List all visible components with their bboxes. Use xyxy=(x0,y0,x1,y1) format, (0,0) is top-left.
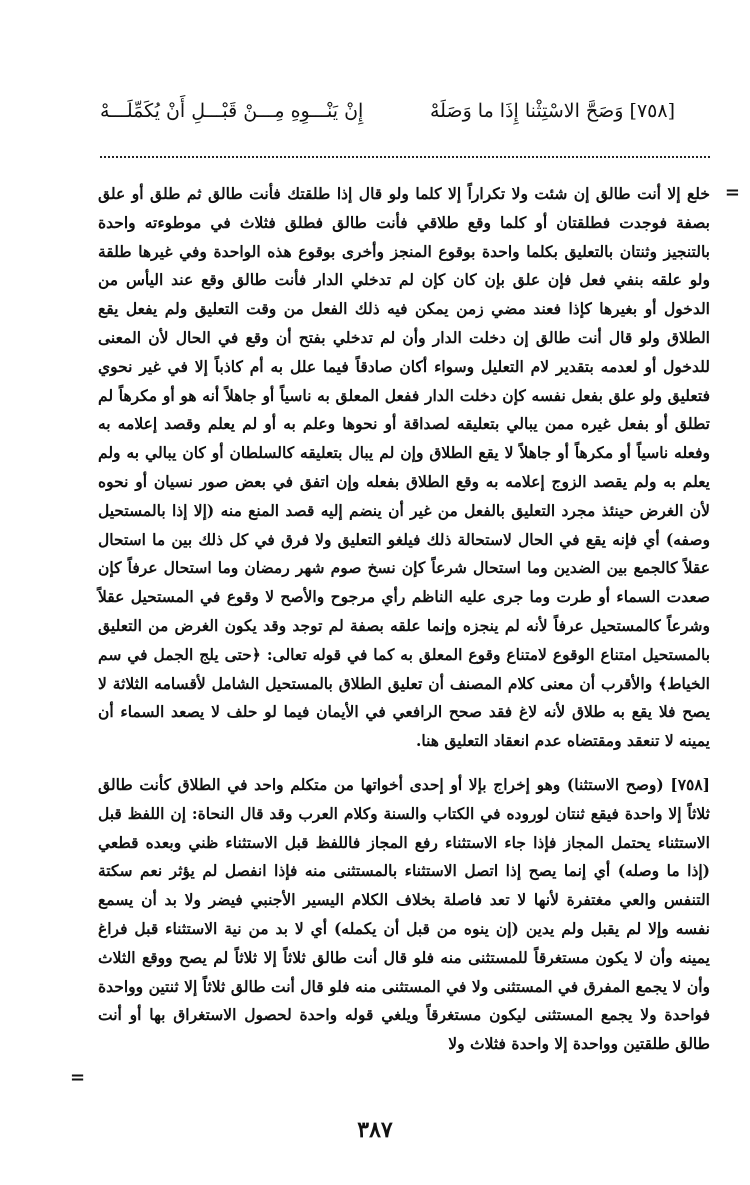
commentary-bottom-bold-2: (إذا ما وصله) xyxy=(617,861,710,881)
page-number: ٣٨٧ xyxy=(357,1117,393,1143)
verse-right-hemistich xyxy=(430,98,675,124)
commentary-bottom-text-2: أي إنما يصح إذا اتصل الاستثناء بالمستثنى منه فإذا انفصل لم يؤثر نعم سكتة التنفس والعي مغتفرة لأنها لا تعد فاصلة بخلاف الكلام اليسير الأجنبي فيضر ولا بد أن يسمع نفسه وإلا لم يقبل ولم يدين xyxy=(98,861,710,938)
commentary-top-text-1: خلع إلا أنت طالق إن شئت ولا تكراراً إلا كلما ولو قال إذا طلقتك فأنت طالق ثم طلق أو علق بصفة فوجدت فطلقتان أو كلما وقع طلاقي فأنت طالق فطلق فثلاث في موطوءته واحدة بالتنجيز وثنتان بالتعليق بكلما واحدة بوقوع المنجز وأخرى بوقوع هذه الواحدة وفي غيرها طلقة ولو علقه بنفي فعل فإن علق بإن كان كإن لم تدخلي الدار فأنت طالق وقع عند اليأس من الدخول أو بغيرها كإذا فعند مضي زمن يمكن فيه ذلك الفعل من وقت التعليق ولم يفعل يقع الطلاق ولو قال أنت طالق إن دخلت الدار وأن لم تدخلي بفتح أن وقع في الحال لأن المعنى للدخول أو لعدمه بتقدير لام التعليل وسواء أكان صادقاً فيما علل به أم كاذباً إلا في غير نحوي فتعليق ولو علق بفعل نفسه كإن دخلت الدار ففعل المعلق به ناسياً أو جاهلاً أنه هو أو مكرهاً لم تطلق أو بفعل غيره ممن يبالي بتعليقه لصداقة أو نحوها وعلم به أو لم يعلم وقصد إعلامه به وفعله ناسياً أو مكرهاً أو جاهلاً لا يقع الطلاق وإن لم يبال بتعليقه كالسلطان أو كان يبالي به ولم يعلم به ولم يقصد الزوج إعلامه به وقع الطلاق بفعله وإن اتفق في بعض صور نسيان أو نحوه لأن الغرض حينئذ مجرد التعليق بالفعل من غير أن ينضم إليه قصد المنع منه xyxy=(98,184,710,520)
commentary-top-quran: ﴿حتى يلج الجمل في سم الخياط﴾ xyxy=(98,644,710,693)
continuation-mark-bottom: = xyxy=(70,1067,86,1088)
commentary-paragraph-bottom xyxy=(98,771,710,1059)
continuation-mark-top: = xyxy=(724,182,740,203)
verse-number: [٧٥٨] xyxy=(629,100,675,122)
verse-right-text: وَصَحَّ الاسْتِثْنا إِذَا ما وَصَلَهْ xyxy=(429,100,624,122)
commentary-top-bold-1: (إلا إذا بالمستحيل وصفه) xyxy=(98,500,710,549)
commentary-bottom-text-3: أي لا بد من نية الاستثناء قبل فراغ يمينه وأن لا يكون مستغرقاً للمستثنى منه فلو قال أنت طالق ثلاثاً إلا ثلاثاً لم يصح ووقع الثلاث وأن لا يجمع المفرق في المستثنى ولا في المستثنى منه فلو قال أنت طالق ثلاثاً إلا ثنتين وواحدة فواحدة ولا يجمع المستثنى ليكون مستغرقاً ويلغي قوله واحدة لحصول الاستغراق بها أو أنت طالق طلقتين وواحدة إلا واحدة فثلاث ولا xyxy=(98,918,710,1054)
commentary-bottom-bold-3: (إن ينوه من قبل أن يكمله) xyxy=(333,918,519,938)
dotted-separator xyxy=(100,156,710,162)
commentary-bottom-number: [٧٥٨] xyxy=(670,775,711,794)
commentary-paragraph-top xyxy=(98,180,710,756)
commentary-top-text-3: والأقرب أن معنى كلام المصنف أن تعليق الطلاق بالمستحيل الشامل لأقسامه الثلاثة لا يصح فلا يقع به طلاق لأنه لاغ فقد صحح الرافعي في الأيمان فيما لو حلف لا يصعد السماء أن يمينه لا تنعقد ومقتضاه عدم انعقاد التعليق هنا. xyxy=(98,673,710,751)
verse-left-hemistich: إِنْ يَنْـــوِهِ مِـــنْ قَبْـــلِ أَنْ يُكَمِّلَـــهْ xyxy=(100,100,364,122)
commentary-top-text-2: أي فإنه يقع في الحال لاستحالة ذلك فيلغو التعليق ولا فرق في كل ذلك بين ما استحال عقلاً كالجمع بين الضدين وما استحال شرعاً كإن نسخ صوم شهر رمضان وما استحال عرفاً كإن صعدت السماء أو طرت وما جرى عليه الناظم رأي مرجوح والأصح لا وقوع في المستحيل عقلاً وشرعاً كالمستحيل عرفاً لأنه لم ينجزه وإنما علقه بصفة لم توجد وقد يكون الغرض من التعليق بالمستحيل امتناع الوقوع لامتناع وقوع المعلق به كما في قوله تعالى: xyxy=(98,529,711,664)
commentary-bottom-bold-1: (وصح الاستثنا) xyxy=(566,775,664,794)
commentary-bottom-text-1: وهو إخراج بإلا أو إحدى أخواتها من متكلم واحد في الطلاق كأنت طالق ثلاثاً إلا واحدة فيقع ثنتان لوروده في الكتاب والسنة وكلام العرب وقد قال النحاة: إن اللفظ قبل الاستثناء يحتمل المجاز فإذا جاء الاستثناء رفع المجاز فاللفظ قبل الاستثناء ظني وبعده قطعي xyxy=(98,775,710,852)
